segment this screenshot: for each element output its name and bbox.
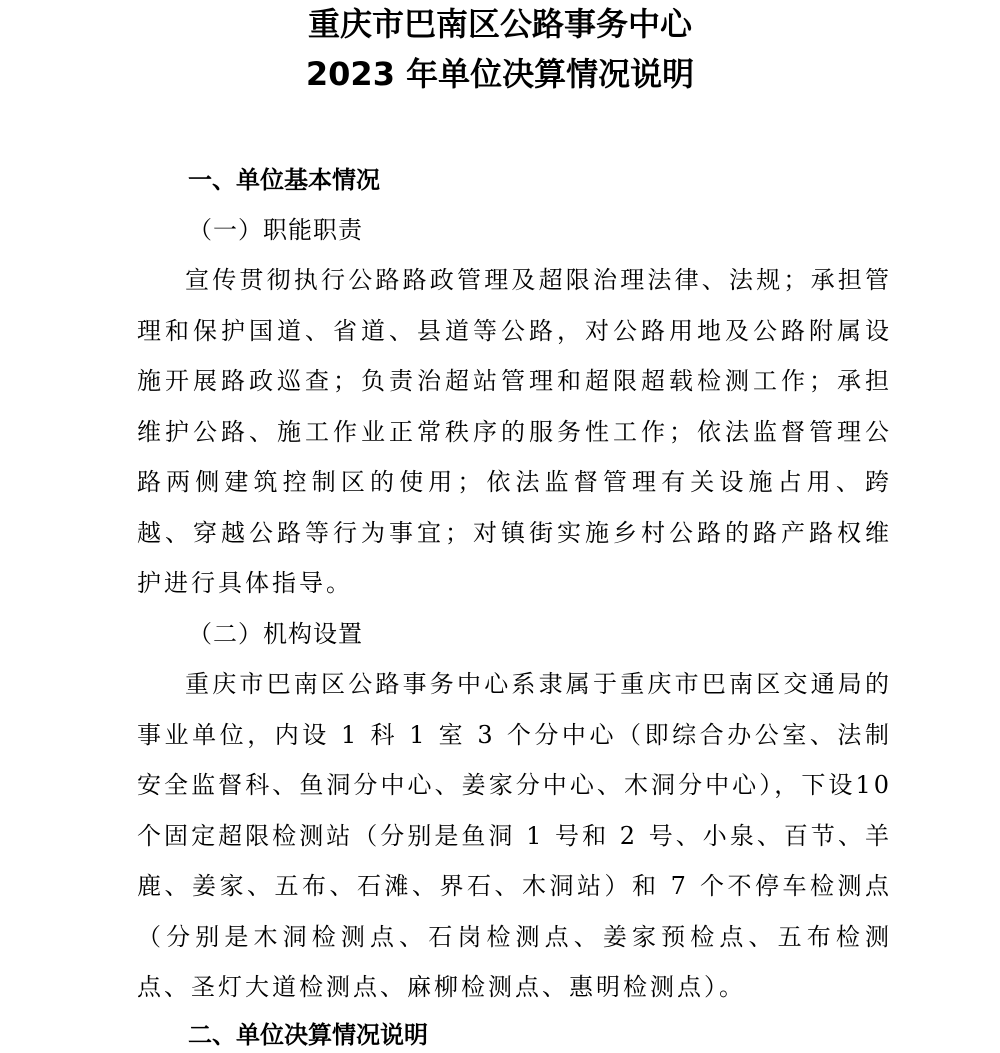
paragraph-functions: 宣传贯彻执行公路路政管理及超限治理法律、法规；承担管理和保护国道、省道、县道等公路，对公路用地及公路附属设施开展路政巡查；负责治超站管理和超限超载检测工作；承担维护公路、施工作业正常秩序的服务性工作；依法监督管理公路两侧建筑控制区的使用；依法监督管理有关设施占用、跨越、穿越公路等行为事宜；对镇街实施乡村公路的路产路权维护进行具体指导。 <box>137 266 892 597</box>
section-heading-unit-basics: 一、单位基本情况 <box>188 166 380 194</box>
subsection-heading-organization: （二）机构设置 <box>188 620 363 648</box>
subsection-heading-functions: （一）职能职责 <box>188 216 363 244</box>
document-title-line2: 2023 年单位决算情况说明 <box>305 55 695 93</box>
paragraph-organization: 重庆市巴南区公路事务中心系隶属于重庆市巴南区交通局的事业单位，内设 1 科 1 室 3 个分中心（即综合办公室、法制安全监督科、鱼洞分中心、姜家分中心、木洞分中心），下设10 个固定超限检测站（分别是鱼洞 1 号和 2 号、小泉、百节、羊鹿、姜家、五布、石滩、界石、木洞站）和 7 个不停车检测点（分别是木洞检测点、石岗检测点、姜家预检点、五布检测点、圣灯大道检测点、麻柳检测点、惠明检测点）。 <box>137 670 892 1001</box>
section-heading-final-accounts: 二、单位决算情况说明 <box>188 1021 428 1049</box>
document-title-line1: 重庆市巴南区公路事务中心 <box>307 5 692 43</box>
